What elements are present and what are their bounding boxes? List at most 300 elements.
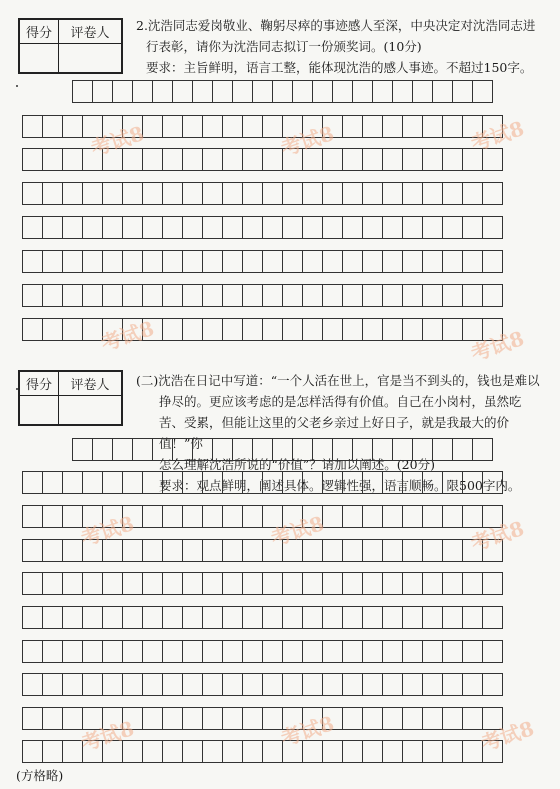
grid-cell[interactable]: [142, 284, 163, 307]
grid-cell[interactable]: [62, 505, 83, 528]
grid-cell[interactable]: [282, 148, 303, 171]
grid-cell[interactable]: [302, 572, 323, 595]
grid-cell[interactable]: [212, 438, 233, 461]
grid-cell[interactable]: [402, 471, 423, 494]
grid-cell[interactable]: [282, 572, 303, 595]
grid-cell[interactable]: [402, 216, 423, 239]
grid-cell[interactable]: [182, 673, 203, 696]
grid-cell[interactable]: [282, 182, 303, 205]
grid-cell[interactable]: [302, 505, 323, 528]
grid-cell[interactable]: [102, 707, 123, 730]
grid-cell[interactable]: [382, 572, 403, 595]
grid-cell[interactable]: [472, 80, 493, 103]
grid-cell[interactable]: [232, 80, 253, 103]
grid-cell[interactable]: [482, 471, 503, 494]
grid-cell[interactable]: [362, 505, 383, 528]
grid-cell[interactable]: [42, 640, 63, 663]
grid-cell[interactable]: [402, 640, 423, 663]
grid-cell[interactable]: [462, 148, 483, 171]
grid-cell[interactable]: [182, 148, 203, 171]
grid-cell[interactable]: [82, 673, 103, 696]
grid-cell[interactable]: [82, 182, 103, 205]
grid-cell[interactable]: [342, 284, 363, 307]
grid-cell[interactable]: [22, 471, 43, 494]
grid-cell[interactable]: [242, 471, 263, 494]
grid-cell[interactable]: [302, 640, 323, 663]
grid-cell[interactable]: [242, 318, 263, 341]
grid-cell[interactable]: [122, 250, 143, 273]
grid-cell[interactable]: [142, 115, 163, 138]
grid-cell[interactable]: [142, 148, 163, 171]
grid-cell[interactable]: [162, 115, 183, 138]
grid-cell[interactable]: [162, 505, 183, 528]
grid-cell[interactable]: [222, 318, 243, 341]
grid-cell[interactable]: [322, 572, 343, 595]
grid-cell[interactable]: [82, 539, 103, 562]
grid-cell[interactable]: [242, 606, 263, 629]
grid-cell[interactable]: [442, 148, 463, 171]
grid-cell[interactable]: [302, 284, 323, 307]
grid-cell[interactable]: [362, 148, 383, 171]
grid-cell[interactable]: [22, 572, 43, 595]
grid-cell[interactable]: [122, 539, 143, 562]
grid-cell[interactable]: [482, 539, 503, 562]
grid-cell[interactable]: [442, 673, 463, 696]
grid-cell[interactable]: [102, 673, 123, 696]
grid-cell[interactable]: [142, 707, 163, 730]
grid-cell[interactable]: [442, 216, 463, 239]
grid-cell[interactable]: [202, 148, 223, 171]
grid-cell[interactable]: [482, 505, 503, 528]
grid-cell[interactable]: [482, 284, 503, 307]
grid-cell[interactable]: [172, 438, 193, 461]
grid-cell[interactable]: [242, 250, 263, 273]
grid-cell[interactable]: [42, 539, 63, 562]
grid-cell[interactable]: [362, 673, 383, 696]
grid-cell[interactable]: [152, 438, 173, 461]
grid-cell[interactable]: [442, 318, 463, 341]
grid-cell[interactable]: [122, 182, 143, 205]
grid-cell[interactable]: [202, 318, 223, 341]
grid-cell[interactable]: [382, 182, 403, 205]
grid-cell[interactable]: [442, 539, 463, 562]
grid-cell[interactable]: [322, 250, 343, 273]
grid-cell[interactable]: [242, 740, 263, 763]
grid-cell[interactable]: [302, 606, 323, 629]
grid-cell[interactable]: [462, 115, 483, 138]
grid-cell[interactable]: [402, 606, 423, 629]
grid-cell[interactable]: [312, 80, 333, 103]
grid-cell[interactable]: [382, 740, 403, 763]
grid-cell[interactable]: [472, 438, 493, 461]
grid-cell[interactable]: [22, 284, 43, 307]
grid-cell[interactable]: [342, 182, 363, 205]
grid-cell[interactable]: [112, 438, 133, 461]
grid-cell[interactable]: [382, 318, 403, 341]
grid-cell[interactable]: [122, 284, 143, 307]
grid-cell[interactable]: [142, 250, 163, 273]
grid-cell[interactable]: [482, 606, 503, 629]
grid-cell[interactable]: [342, 216, 363, 239]
grid-cell[interactable]: [342, 707, 363, 730]
grid-cell[interactable]: [342, 250, 363, 273]
grid-cell[interactable]: [402, 250, 423, 273]
grid-cell[interactable]: [122, 216, 143, 239]
grid-cell[interactable]: [102, 539, 123, 562]
grid-cell[interactable]: [142, 505, 163, 528]
grid-cell[interactable]: [22, 115, 43, 138]
grid-cell[interactable]: [22, 182, 43, 205]
grid-cell[interactable]: [262, 539, 283, 562]
grid-cell[interactable]: [302, 740, 323, 763]
grid-cell[interactable]: [182, 572, 203, 595]
grid-cell[interactable]: [22, 606, 43, 629]
grid-cell[interactable]: [22, 539, 43, 562]
grid-cell[interactable]: [102, 318, 123, 341]
grid-cell[interactable]: [282, 606, 303, 629]
grid-cell[interactable]: [342, 640, 363, 663]
grid-cell[interactable]: [442, 250, 463, 273]
grid-cell[interactable]: [362, 707, 383, 730]
grid-cell[interactable]: [342, 572, 363, 595]
grid-cell[interactable]: [462, 673, 483, 696]
grid-cell[interactable]: [222, 740, 243, 763]
grid-cell[interactable]: [382, 216, 403, 239]
grid-cell[interactable]: [342, 740, 363, 763]
grid-cell[interactable]: [442, 707, 463, 730]
grid-cell[interactable]: [42, 318, 63, 341]
grid-cell[interactable]: [62, 148, 83, 171]
grader-cell[interactable]: [59, 396, 122, 425]
grid-cell[interactable]: [282, 707, 303, 730]
grid-cell[interactable]: [422, 115, 443, 138]
grid-cell[interactable]: [182, 216, 203, 239]
grid-cell[interactable]: [262, 216, 283, 239]
grid-cell[interactable]: [222, 707, 243, 730]
grid-cell[interactable]: [262, 640, 283, 663]
grid-cell[interactable]: [422, 471, 443, 494]
grid-cell[interactable]: [202, 216, 223, 239]
grid-cell[interactable]: [322, 640, 343, 663]
grid-cell[interactable]: [382, 250, 403, 273]
grid-cell[interactable]: [172, 80, 193, 103]
grid-cell[interactable]: [462, 318, 483, 341]
grid-cell[interactable]: [282, 471, 303, 494]
grid-cell[interactable]: [142, 471, 163, 494]
grid-cell[interactable]: [102, 216, 123, 239]
grid-cell[interactable]: [112, 80, 133, 103]
grid-cell[interactable]: [282, 539, 303, 562]
grid-cell[interactable]: [422, 318, 443, 341]
grid-cell[interactable]: [142, 318, 163, 341]
grid-cell[interactable]: [362, 539, 383, 562]
grid-cell[interactable]: [22, 707, 43, 730]
grid-cell[interactable]: [252, 438, 273, 461]
grid-cell[interactable]: [122, 318, 143, 341]
grid-cell[interactable]: [262, 740, 283, 763]
grid-cell[interactable]: [22, 505, 43, 528]
grid-cell[interactable]: [192, 80, 213, 103]
grid-cell[interactable]: [62, 471, 83, 494]
grid-cell[interactable]: [162, 284, 183, 307]
grid-cell[interactable]: [42, 505, 63, 528]
grid-cell[interactable]: [102, 572, 123, 595]
grid-cell[interactable]: [62, 250, 83, 273]
grid-cell[interactable]: [122, 148, 143, 171]
grid-cell[interactable]: [272, 80, 293, 103]
grid-cell[interactable]: [182, 606, 203, 629]
grid-cell[interactable]: [102, 740, 123, 763]
grid-cell[interactable]: [302, 673, 323, 696]
grid-cell[interactable]: [422, 284, 443, 307]
grid-cell[interactable]: [162, 539, 183, 562]
grid-cell[interactable]: [142, 606, 163, 629]
grid-cell[interactable]: [402, 673, 423, 696]
grid-cell[interactable]: [162, 707, 183, 730]
grid-cell[interactable]: [162, 182, 183, 205]
grid-cell[interactable]: [102, 505, 123, 528]
grid-cell[interactable]: [282, 673, 303, 696]
grid-cell[interactable]: [482, 707, 503, 730]
grid-cell[interactable]: [72, 438, 93, 461]
grid-cell[interactable]: [332, 438, 353, 461]
grid-cell[interactable]: [42, 115, 63, 138]
grid-cell[interactable]: [202, 539, 223, 562]
grid-cell[interactable]: [62, 284, 83, 307]
grid-cell[interactable]: [282, 640, 303, 663]
grid-cell[interactable]: [262, 318, 283, 341]
grid-cell[interactable]: [352, 80, 373, 103]
grid-cell[interactable]: [42, 606, 63, 629]
grid-cell[interactable]: [182, 250, 203, 273]
grid-cell[interactable]: [462, 250, 483, 273]
grid-cell[interactable]: [442, 572, 463, 595]
grid-cell[interactable]: [422, 740, 443, 763]
grid-cell[interactable]: [202, 673, 223, 696]
grid-cell[interactable]: [282, 216, 303, 239]
grid-cell[interactable]: [422, 148, 443, 171]
grid-cell[interactable]: [302, 250, 323, 273]
grid-cell[interactable]: [62, 707, 83, 730]
grid-cell[interactable]: [82, 640, 103, 663]
grid-cell[interactable]: [142, 673, 163, 696]
grid-cell[interactable]: [62, 115, 83, 138]
grid-cell[interactable]: [282, 740, 303, 763]
grid-cell[interactable]: [222, 284, 243, 307]
grid-cell[interactable]: [122, 505, 143, 528]
grid-cell[interactable]: [302, 148, 323, 171]
grid-cell[interactable]: [422, 572, 443, 595]
grid-cell[interactable]: [142, 740, 163, 763]
grid-cell[interactable]: [402, 115, 423, 138]
grader-cell[interactable]: [59, 44, 122, 73]
grid-cell[interactable]: [182, 115, 203, 138]
grid-cell[interactable]: [82, 318, 103, 341]
grid-cell[interactable]: [202, 115, 223, 138]
grid-cell[interactable]: [322, 606, 343, 629]
grid-cell[interactable]: [42, 740, 63, 763]
grid-cell[interactable]: [402, 539, 423, 562]
grid-cell[interactable]: [182, 284, 203, 307]
grid-cell[interactable]: [402, 740, 423, 763]
grid-cell[interactable]: [42, 284, 63, 307]
grid-cell[interactable]: [122, 707, 143, 730]
grid-cell[interactable]: [462, 740, 483, 763]
grid-cell[interactable]: [222, 148, 243, 171]
grid-cell[interactable]: [342, 148, 363, 171]
grid-cell[interactable]: [242, 707, 263, 730]
grid-cell[interactable]: [382, 505, 403, 528]
grid-cell[interactable]: [422, 606, 443, 629]
grid-cell[interactable]: [222, 115, 243, 138]
grid-cell[interactable]: [322, 284, 343, 307]
grid-cell[interactable]: [402, 318, 423, 341]
grid-cell[interactable]: [342, 539, 363, 562]
grid-cell[interactable]: [382, 148, 403, 171]
grid-cell[interactable]: [102, 640, 123, 663]
grid-cell[interactable]: [322, 471, 343, 494]
grid-cell[interactable]: [132, 438, 153, 461]
grid-cell[interactable]: [382, 115, 403, 138]
grid-cell[interactable]: [82, 250, 103, 273]
grid-cell[interactable]: [162, 572, 183, 595]
grid-cell[interactable]: [212, 80, 233, 103]
grid-cell[interactable]: [22, 216, 43, 239]
grid-cell[interactable]: [402, 707, 423, 730]
grid-cell[interactable]: [202, 740, 223, 763]
grid-cell[interactable]: [232, 438, 253, 461]
grid-cell[interactable]: [222, 182, 243, 205]
grid-cell[interactable]: [242, 673, 263, 696]
grid-cell[interactable]: [482, 318, 503, 341]
grid-cell[interactable]: [322, 707, 343, 730]
grid-cell[interactable]: [442, 284, 463, 307]
grid-cell[interactable]: [422, 216, 443, 239]
grid-cell[interactable]: [102, 148, 123, 171]
grid-cell[interactable]: [202, 572, 223, 595]
grid-cell[interactable]: [312, 438, 333, 461]
grid-cell[interactable]: [482, 640, 503, 663]
grid-cell[interactable]: [242, 182, 263, 205]
grid-cell[interactable]: [342, 471, 363, 494]
grid-cell[interactable]: [122, 572, 143, 595]
grid-cell[interactable]: [282, 250, 303, 273]
grid-cell[interactable]: [82, 606, 103, 629]
grid-cell[interactable]: [182, 505, 203, 528]
grid-cell[interactable]: [362, 284, 383, 307]
grid-cell[interactable]: [122, 606, 143, 629]
grid-cell[interactable]: [442, 740, 463, 763]
grid-cell[interactable]: [62, 216, 83, 239]
grid-cell[interactable]: [82, 572, 103, 595]
grid-cell[interactable]: [62, 539, 83, 562]
grid-cell[interactable]: [42, 182, 63, 205]
grid-cell[interactable]: [362, 471, 383, 494]
grid-cell[interactable]: [282, 318, 303, 341]
grid-cell[interactable]: [82, 115, 103, 138]
grid-cell[interactable]: [422, 707, 443, 730]
grid-cell[interactable]: [292, 438, 313, 461]
grid-cell[interactable]: [362, 250, 383, 273]
grid-cell[interactable]: [182, 471, 203, 494]
grid-cell[interactable]: [202, 707, 223, 730]
grid-cell[interactable]: [362, 606, 383, 629]
grid-cell[interactable]: [302, 318, 323, 341]
grid-cell[interactable]: [452, 438, 473, 461]
grid-cell[interactable]: [62, 740, 83, 763]
grid-cell[interactable]: [342, 115, 363, 138]
grid-cell[interactable]: [202, 284, 223, 307]
grid-cell[interactable]: [42, 216, 63, 239]
grid-cell[interactable]: [142, 216, 163, 239]
grid-cell[interactable]: [22, 640, 43, 663]
grid-cell[interactable]: [162, 216, 183, 239]
grid-cell[interactable]: [462, 505, 483, 528]
grid-cell[interactable]: [182, 640, 203, 663]
grid-cell[interactable]: [82, 505, 103, 528]
grid-cell[interactable]: [242, 115, 263, 138]
grid-cell[interactable]: [422, 640, 443, 663]
grid-cell[interactable]: [412, 438, 433, 461]
grid-cell[interactable]: [302, 539, 323, 562]
grid-cell[interactable]: [222, 640, 243, 663]
grid-cell[interactable]: [42, 673, 63, 696]
grid-cell[interactable]: [62, 673, 83, 696]
grid-cell[interactable]: [352, 438, 373, 461]
grid-cell[interactable]: [122, 740, 143, 763]
grid-cell[interactable]: [452, 80, 473, 103]
grid-cell[interactable]: [42, 148, 63, 171]
grid-cell[interactable]: [262, 673, 283, 696]
grid-cell[interactable]: [222, 250, 243, 273]
grid-cell[interactable]: [382, 539, 403, 562]
grid-cell[interactable]: [482, 115, 503, 138]
score-cell[interactable]: [20, 44, 59, 73]
grid-cell[interactable]: [322, 318, 343, 341]
grid-cell[interactable]: [412, 80, 433, 103]
grid-cell[interactable]: [402, 505, 423, 528]
grid-cell[interactable]: [282, 505, 303, 528]
grid-cell[interactable]: [382, 471, 403, 494]
grid-cell[interactable]: [302, 115, 323, 138]
grid-cell[interactable]: [102, 250, 123, 273]
grid-cell[interactable]: [262, 182, 283, 205]
grid-cell[interactable]: [222, 505, 243, 528]
grid-cell[interactable]: [122, 115, 143, 138]
grid-cell[interactable]: [22, 148, 43, 171]
grid-cell[interactable]: [42, 572, 63, 595]
grid-cell[interactable]: [62, 572, 83, 595]
grid-cell[interactable]: [132, 80, 153, 103]
grid-cell[interactable]: [242, 148, 263, 171]
grid-cell[interactable]: [422, 673, 443, 696]
score-cell[interactable]: [20, 396, 59, 425]
grid-cell[interactable]: [402, 148, 423, 171]
grid-cell[interactable]: [22, 740, 43, 763]
grid-cell[interactable]: [372, 80, 393, 103]
grid-cell[interactable]: [372, 438, 393, 461]
grid-cell[interactable]: [82, 707, 103, 730]
grid-cell[interactable]: [322, 148, 343, 171]
grid-cell[interactable]: [482, 182, 503, 205]
grid-cell[interactable]: [382, 673, 403, 696]
grid-cell[interactable]: [282, 284, 303, 307]
grid-cell[interactable]: [442, 182, 463, 205]
grid-cell[interactable]: [62, 640, 83, 663]
grid-cell[interactable]: [432, 80, 453, 103]
grid-cell[interactable]: [422, 182, 443, 205]
grid-cell[interactable]: [322, 505, 343, 528]
